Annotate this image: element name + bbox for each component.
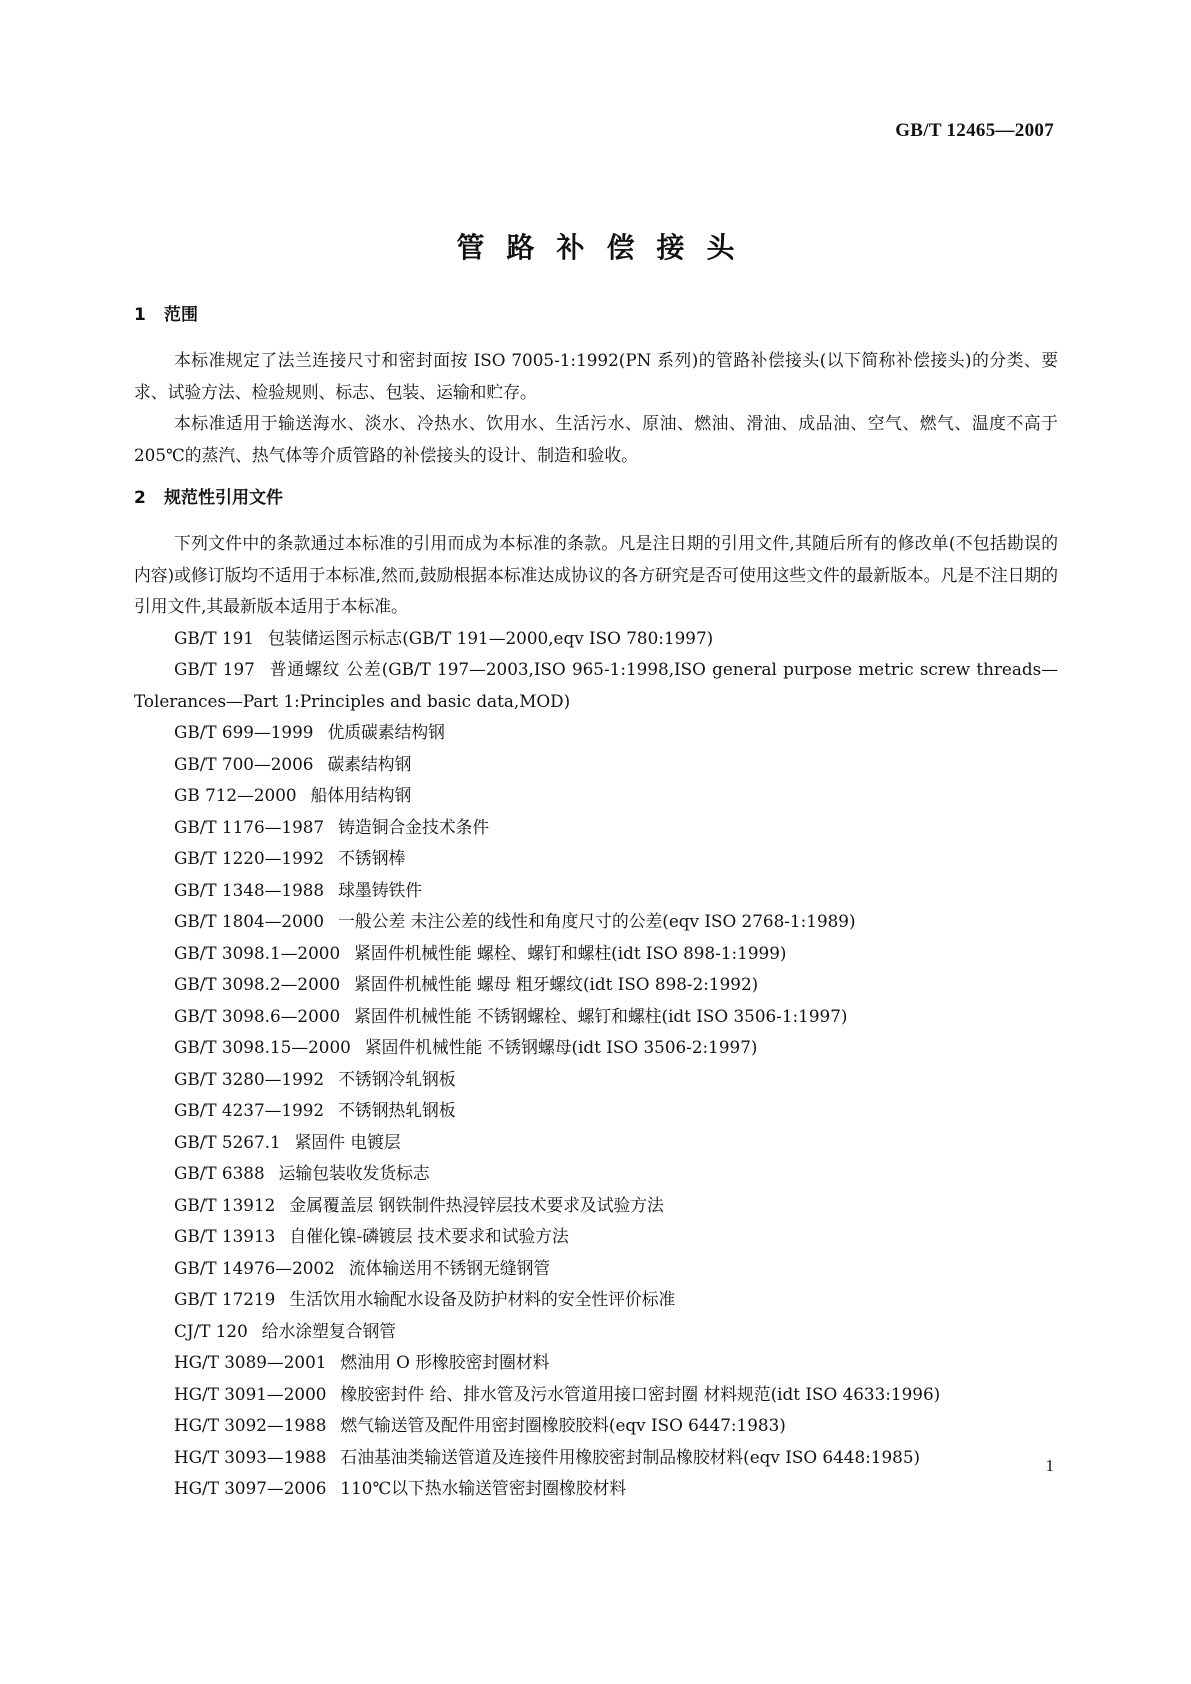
reference-item [134,1221,1058,1253]
reference-code: GB/T 699—1999 [174,722,314,742]
reference-code: HG/T 3089—2001 [174,1352,327,1372]
reference-item [134,938,1058,970]
reference-code: GB/T 1220—1992 [174,848,325,868]
section-normative-references [134,483,1058,1505]
reference-title: 铸造铜合金技术条件 [338,816,490,837]
section-title: 范围 [164,305,198,325]
reference-item [134,1379,1058,1411]
section-title: 规范性引用文件 [164,488,283,508]
reference-code: GB/T 17219 [174,1289,276,1309]
reference-title: 自催化镍-磷镀层 技术要求和试验方法 [289,1226,569,1246]
reference-code: GB/T 3098.6—2000 [174,1005,341,1026]
reference-title: 不锈钢冷轧钢板 [338,1068,456,1089]
section-heading-normative-references [134,483,1058,514]
reference-title: 优质碳素结构钢 [327,722,445,742]
reference-title: 紧固件 电镀层 [294,1131,401,1152]
reference-code: GB/T 1348—1988 [174,879,325,900]
reference-item [134,780,1058,812]
reference-item [134,875,1058,907]
reference-title: 碳素结构钢 [327,753,412,774]
reference-code: GB 712—2000 [174,785,297,805]
section-number: 1 [134,305,146,325]
reference-code: GB/T 6388 [174,1163,265,1183]
reference-code: GB/T 3098.1—2000 [174,942,341,963]
reference-item [134,969,1058,1001]
reference-item [134,1410,1058,1442]
reference-code: HG/T 3097—2006 [174,1478,327,1498]
reference-title: 紧固件机械性能 螺栓、螺钉和螺柱(idt ISO 898-1:1999) [354,942,787,963]
reference-title: 普通螺纹 公差(GB/T 197—2003,ISO 965-1:1998,ISO general purpose metric screw threads—Tolerances—Part 1:Principles and basic data,MOD) [134,659,1058,711]
reference-item [134,1064,1058,1096]
reference-code: GB/T 1804—2000 [174,911,325,931]
reference-code: HG/T 3091—2000 [174,1383,327,1404]
reference-title: 燃气输送管及配件用密封圈橡胶胶料(eqv ISO 6447:1983) [340,1415,786,1435]
reference-title: 紧固件机械性能 螺母 粗牙螺纹(idt ISO 898-2:1992) [354,974,759,994]
reference-item [134,623,1058,655]
reference-title: 紧固件机械性能 不锈钢螺母(idt ISO 3506-2:1997) [364,1037,758,1057]
reference-title: 生活饮用水输配水设备及防护材料的安全性评价标准 [289,1289,676,1309]
reference-item [134,1001,1058,1033]
reference-item [134,1284,1058,1316]
reference-title: 石油基油类输送管道及连接件用橡胶密封制品橡胶材料(eqv ISO 6448:1985) [340,1446,921,1467]
standard-code: GB/T 12465—2007 [895,120,1054,141]
reference-title: 金属覆盖层 钢铁制件热浸锌层技术要求及试验方法 [289,1194,664,1215]
scope-paragraph-1: 本标准规定了法兰连接尺寸和密封面按 ISO 7005-1:1992(PN 系列)的管路补偿接头(以下简称补偿接头)的分类、要求、试验方法、检验规则、标志、包装、运输和贮存。 [134,350,1058,402]
reference-item [134,1316,1058,1348]
reference-code: CJ/T 120 [174,1320,248,1341]
reference-title: 包装储运图示标志(GB/T 191—2000,eqv ISO 780:1997) [267,627,714,648]
reference-title: 橡胶密封件 给、排水管及污水管道用接口密封圈 材料规范(idt ISO 4633:1996) [340,1383,941,1404]
reference-item [134,1095,1058,1127]
reference-item [134,1032,1058,1064]
reference-title: 流体输送用不锈钢无缝钢管 [348,1257,551,1278]
reference-code: GB/T 13912 [174,1194,276,1215]
reference-item [134,1190,1058,1222]
reference-code: GB/T 700—2006 [174,753,314,774]
reference-item [134,1473,1058,1505]
reference-item [134,717,1058,749]
reference-title: 110℃以下热水输送管密封圈橡胶材料 [340,1478,627,1498]
reference-title: 燃油用 O 形橡胶密封圈材料 [340,1352,550,1372]
reference-item [134,1253,1058,1285]
reference-item [134,1442,1058,1474]
section-number: 2 [134,488,146,508]
section-scope [134,300,1058,471]
reference-item [134,843,1058,875]
references-intro-paragraph: 下列文件中的条款通过本标准的引用而成为本标准的条款。凡是注日期的引用文件,其随后所有的修改单(不包括勘误的内容)或修订版均不适用于本标准,然而,鼓励根据本标准达成协议的各方研究是否可使用这些文件的最新版本。凡是不注日期的引用文件,其最新版本适用于本标准。 [134,533,1058,616]
reference-item [134,812,1058,844]
reference-item [134,654,1058,717]
document-body [134,300,1058,1505]
reference-code: GB/T 3098.2—2000 [174,974,341,994]
reference-code: GB/T 197 [174,659,255,679]
page-number: 1 [1045,1456,1054,1475]
reference-code: GB/T 4237—1992 [174,1100,325,1120]
reference-code: HG/T 3093—1988 [174,1446,327,1467]
reference-code: GB/T 5267.1 [174,1131,281,1152]
reference-code: GB/T 191 [174,627,254,648]
reference-code: GB/T 3098.15—2000 [174,1037,351,1057]
reference-title: 给水涂塑复合钢管 [261,1320,397,1341]
reference-title: 不锈钢热轧钢板 [338,1100,456,1120]
reference-code: GB/T 13913 [174,1226,276,1246]
document-title: 管路补偿接头 [456,231,757,264]
reference-item [134,1127,1058,1159]
reference-item [134,906,1058,938]
reference-title: 船体用结构钢 [310,785,412,805]
section-heading-scope [134,300,1058,331]
reference-item [134,1347,1058,1379]
reference-title: 不锈钢棒 [338,848,406,868]
reference-item [134,1158,1058,1190]
reference-code: GB/T 3280—1992 [174,1068,325,1089]
reference-title: 运输包装收发货标志 [278,1163,430,1183]
reference-list [134,623,1058,1505]
reference-title: 紧固件机械性能 不锈钢螺栓、螺钉和螺柱(idt ISO 3506-1:1997) [354,1005,848,1026]
reference-title: 一般公差 未注公差的线性和角度尺寸的公差(eqv ISO 2768-1:1989) [338,911,856,931]
reference-code: GB/T 1176—1987 [174,816,325,837]
reference-code: GB/T 14976—2002 [174,1257,335,1278]
scope-paragraph-2: 本标准适用于输送海水、淡水、冷热水、饮用水、生活污水、原油、燃油、滑油、成品油、空气、燃气、温度不高于 205℃的蒸汽、热气体等介质管路的补偿接头的设计、制造和验收。 [134,413,1058,465]
reference-code: HG/T 3092—1988 [174,1415,327,1435]
reference-title: 球墨铸铁件 [338,879,423,900]
reference-item [134,749,1058,781]
